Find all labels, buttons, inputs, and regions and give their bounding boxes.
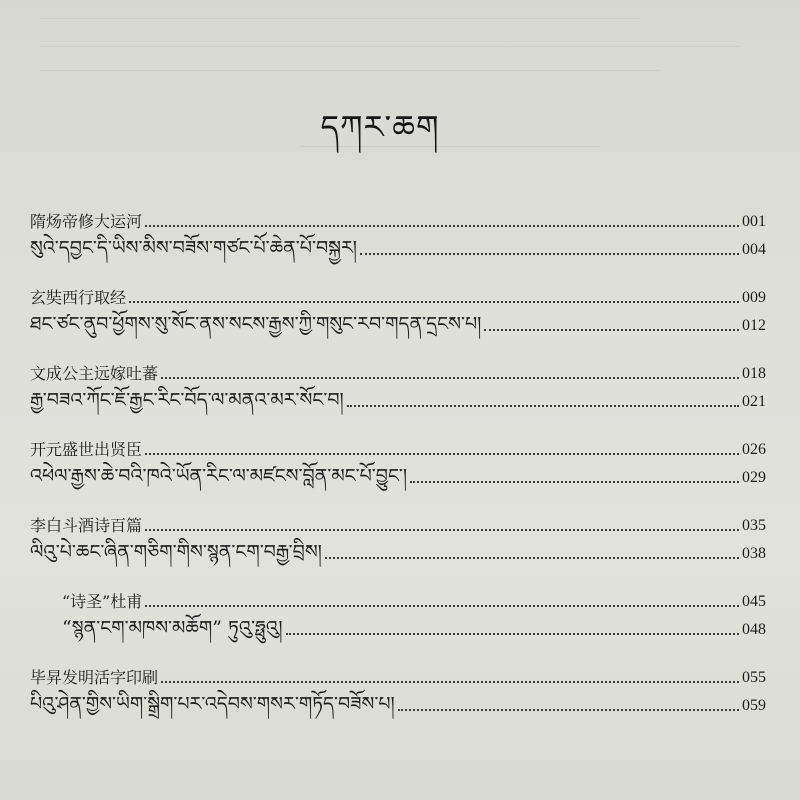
toc-page-number: 059	[742, 697, 766, 714]
toc-section	[30, 204, 768, 260]
toc-entry-chinese[interactable]	[30, 584, 768, 612]
toc-entry-title: “སྙན་ངག་མཁས་མཆོག” ཏུའུ་ཧྥུའུ།	[62, 617, 283, 639]
dot-leader	[410, 481, 739, 483]
toc-entry-tibetan[interactable]	[30, 612, 768, 640]
toc-page-number: 004	[742, 241, 766, 258]
toc-entry-chinese[interactable]	[30, 204, 768, 232]
dot-leader	[161, 681, 739, 683]
dot-leader	[129, 301, 739, 303]
toc-section	[30, 584, 768, 640]
toc-entry-tibetan[interactable]	[30, 384, 768, 412]
toc-page-number: 045	[742, 593, 766, 610]
toc-section	[30, 432, 768, 488]
bleed-through-line	[40, 18, 640, 19]
dot-leader	[325, 557, 739, 559]
toc-section	[30, 660, 768, 716]
bleed-through-line	[40, 46, 740, 47]
toc-page-number: 035	[742, 517, 766, 534]
toc-page-number: 038	[742, 545, 766, 562]
dot-leader	[145, 605, 739, 607]
toc-entry-title: 玄奘西行取经	[30, 288, 127, 307]
table-of-contents	[30, 204, 768, 736]
toc-entry-chinese[interactable]	[30, 280, 768, 308]
toc-entry-title: ཐང་ཙང་ནུབ་ཕྱོགས་སུ་སོང་ནས་སངས་རྒྱས་ཀྱི་གསུང་རབ་གདན་དྲངས་པ།	[30, 313, 482, 335]
toc-entry-tibetan[interactable]	[30, 308, 768, 336]
toc-page-number: 029	[742, 469, 766, 486]
toc-entry-title: 文成公主远嫁吐蕃	[30, 364, 159, 383]
toc-entry-title: ལིའུ་པེ་ཆང་ཞིན་གཅིག་གིས་སྙན་ངག་བརྒྱ་བྲིས།	[30, 541, 322, 563]
dot-leader	[484, 329, 739, 331]
toc-section	[30, 280, 768, 336]
dot-leader	[145, 453, 739, 455]
toc-entry-chinese[interactable]	[30, 508, 768, 536]
dot-leader	[398, 709, 739, 711]
toc-entry-chinese[interactable]	[30, 660, 768, 688]
toc-entry-title: རྒྱ་བཟའ་ཀོང་ཇོ་རྒྱང་རིང་བོད་ལ་མནའ་མར་སོང་བ།	[30, 389, 344, 411]
toc-entry-chinese[interactable]	[30, 432, 768, 460]
page-title: དཀར་ཆག	[320, 108, 440, 146]
toc-entry-tibetan[interactable]	[30, 232, 768, 260]
toc-section	[30, 356, 768, 412]
toc-page-number: 055	[742, 669, 766, 686]
toc-page-number: 018	[742, 365, 766, 382]
toc-page-number: 012	[742, 317, 766, 334]
toc-entry-title: “诗圣”杜甫	[62, 592, 143, 611]
dot-leader	[360, 253, 739, 255]
toc-entry-title: འཕེལ་རྒྱས་ཆེ་བའི་ཁའེ་ཡོན་རིང་ལ་མཛངས་བློན་མང་པོ་བྱུང་།	[30, 465, 408, 487]
toc-entry-tibetan[interactable]	[30, 460, 768, 488]
dot-leader	[161, 377, 739, 379]
toc-page-number: 021	[742, 393, 766, 410]
bleed-through-line	[40, 70, 660, 71]
dot-leader	[347, 405, 739, 407]
toc-entry-tibetan[interactable]	[30, 536, 768, 564]
toc-section	[30, 508, 768, 564]
toc-entry-title: པིའུ་ཤེན་གྱིས་ཡིག་སྒྲིག་པར་འདེབས་གསར་གཏོད་བཟོས་པ།	[30, 693, 395, 715]
toc-page-number: 001	[742, 213, 766, 230]
toc-page-number: 009	[742, 289, 766, 306]
toc-entry-title: 毕昇发明活字印刷	[30, 668, 159, 687]
dot-leader	[145, 529, 739, 531]
toc-entry-title: 隋炀帝修大运河	[30, 212, 143, 231]
dot-leader	[286, 633, 739, 635]
toc-entry-title: 开元盛世出贤臣	[30, 440, 143, 459]
toc-entry-title: 李白斗酒诗百篇	[30, 516, 143, 535]
dot-leader	[145, 225, 739, 227]
toc-entry-chinese[interactable]	[30, 356, 768, 384]
toc-entry-tibetan[interactable]	[30, 688, 768, 716]
toc-entry-title: སུའེ་དབྱང་དི་ཡིས་མིས་བཟོས་གཙང་པོ་ཆེན་པོ་བསྐྱར།	[30, 237, 358, 259]
toc-page-number: 048	[742, 621, 766, 638]
toc-page-number: 026	[742, 441, 766, 458]
